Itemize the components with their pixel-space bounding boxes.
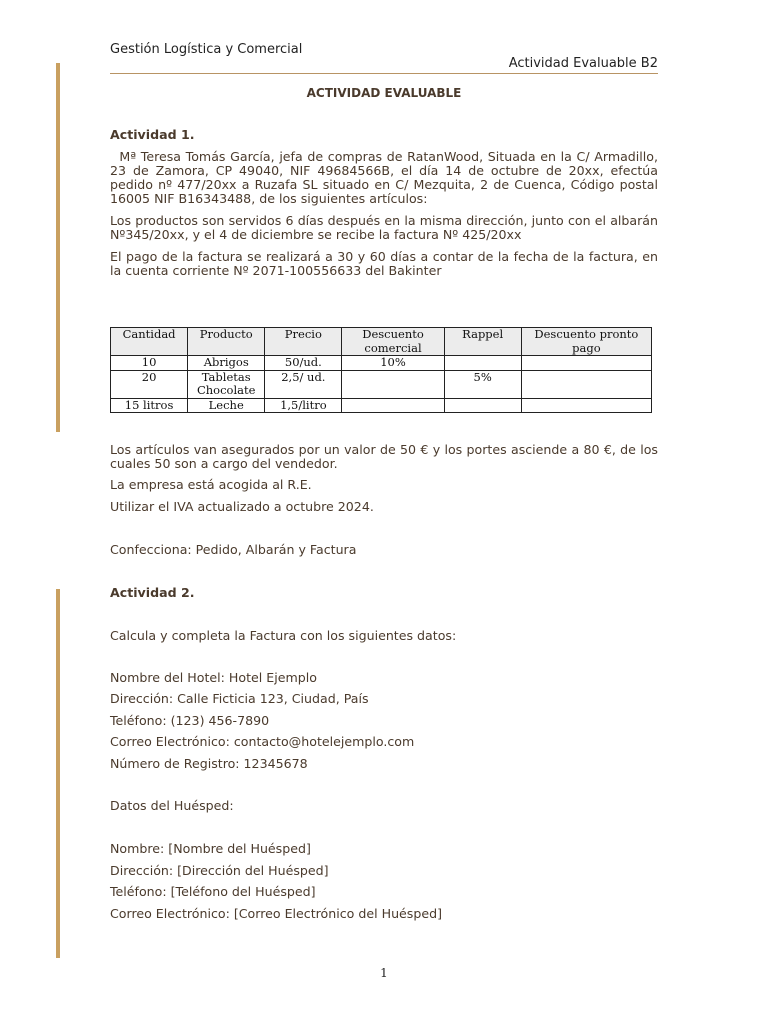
activity1-paragraph-6: Utilizar el IVA actualizado a octubre 2024. — [110, 499, 374, 514]
column-header: Descuento pronto pago — [521, 328, 651, 356]
table-row — [111, 356, 652, 371]
table-cell — [444, 356, 521, 371]
activity1-paragraph-7: Confecciona: Pedido, Albarán y Factura — [110, 542, 357, 557]
header-activity-label: Actividad Evaluable B2 — [508, 56, 658, 71]
guest-heading: Datos del Huésped: — [110, 798, 234, 813]
table-cell: 1,5/litro — [265, 398, 342, 413]
table-cell: 15 litros — [111, 398, 188, 413]
page-title: ACTIVIDAD EVALUABLE — [306, 86, 462, 100]
hotel-registry: Número de Registro: 12345678 — [110, 756, 308, 771]
table-row — [111, 370, 652, 398]
margin-accent-bar-bottom — [56, 589, 60, 958]
column-header: Cantidad — [111, 328, 188, 356]
hotel-address: Dirección: Calle Ficticia 123, Ciudad, País — [110, 691, 369, 706]
activity2-heading: Actividad 2. — [110, 585, 195, 600]
table-cell — [521, 398, 651, 413]
table-cell — [342, 370, 444, 398]
column-header: Precio — [265, 328, 342, 356]
table-cell: Abrigos — [188, 356, 265, 371]
activity2-intro: Calcula y completa la Factura con los siguientes datos: — [110, 628, 457, 643]
table-cell — [444, 398, 521, 413]
activity1-paragraph-1: Mª Teresa Tomás García, jefa de compras de RatanWood, Situada en la C/ Armadillo, 23 de Zamora, CP 49040, NIF 49684566B, el día 14 de octubre de 20xx, efectúa pedido nº 477/20xx a Ruzafa SL situado en C/ Mezquita, 2 de Cuenca, Código postal 16005 NIF B16343488, de los siguientes artículos: — [110, 149, 663, 206]
table-cell: 5% — [444, 370, 521, 398]
guest-phone: Teléfono: [Teléfono del Huésped] — [110, 884, 316, 899]
table-cell — [521, 356, 651, 371]
table-row — [111, 398, 652, 413]
table-cell: 10% — [342, 356, 444, 371]
activity1-paragraph-5: La empresa está acogida al R.E. — [110, 477, 312, 492]
header-divider — [110, 73, 658, 74]
header-course-title: Gestión Logística y Comercial — [110, 42, 303, 57]
column-header: Producto — [188, 328, 265, 356]
items-table — [110, 327, 652, 413]
hotel-email: Correo Electrónico: contacto@hotelejemplo.com — [110, 734, 415, 749]
table-cell — [342, 398, 444, 413]
hotel-name: Nombre del Hotel: Hotel Ejemplo — [110, 670, 317, 685]
column-header: Rappel — [444, 328, 521, 356]
page-number: 1 — [380, 966, 388, 980]
table-cell — [521, 370, 651, 398]
table-header-row — [111, 328, 652, 356]
table-cell: 2,5/ ud. — [265, 370, 342, 398]
activity1-paragraph-2: Los productos son servidos 6 días después en la misma dirección, junto con el albarán Nº345/20xx, y el 4 de diciembre se recibe la factura Nº 425/20xx — [110, 213, 658, 242]
table-cell: 10 — [111, 356, 188, 371]
table-cell: Tabletas Chocolate — [188, 370, 265, 398]
guest-email: Correo Electrónico: [Correo Electrónico del Huésped] — [110, 906, 443, 921]
activity1-heading: Actividad 1. — [110, 127, 195, 142]
table-cell: 20 — [111, 370, 188, 398]
guest-name: Nombre: [Nombre del Huésped] — [110, 841, 311, 856]
guest-address: Dirección: [Dirección del Huésped] — [110, 863, 329, 878]
activity1-paragraph-4: Los artículos van asegurados por un valor de 50 € y los portes asciende a 80 €, de los cuales 50 son a cargo del vendedor. — [110, 442, 658, 471]
activity1-paragraph-3: El pago de la factura se realizará a 30 y 60 días a contar de la fecha de la factura, en la cuenta corriente Nº 2071-100556633 del Bakinter — [110, 249, 658, 278]
table-cell: 50/ud. — [265, 356, 342, 371]
table-cell: Leche — [188, 398, 265, 413]
column-header: Descuento comercial — [342, 328, 444, 356]
hotel-phone: Teléfono: (123) 456-7890 — [110, 713, 270, 728]
margin-accent-bar-top — [56, 63, 60, 432]
